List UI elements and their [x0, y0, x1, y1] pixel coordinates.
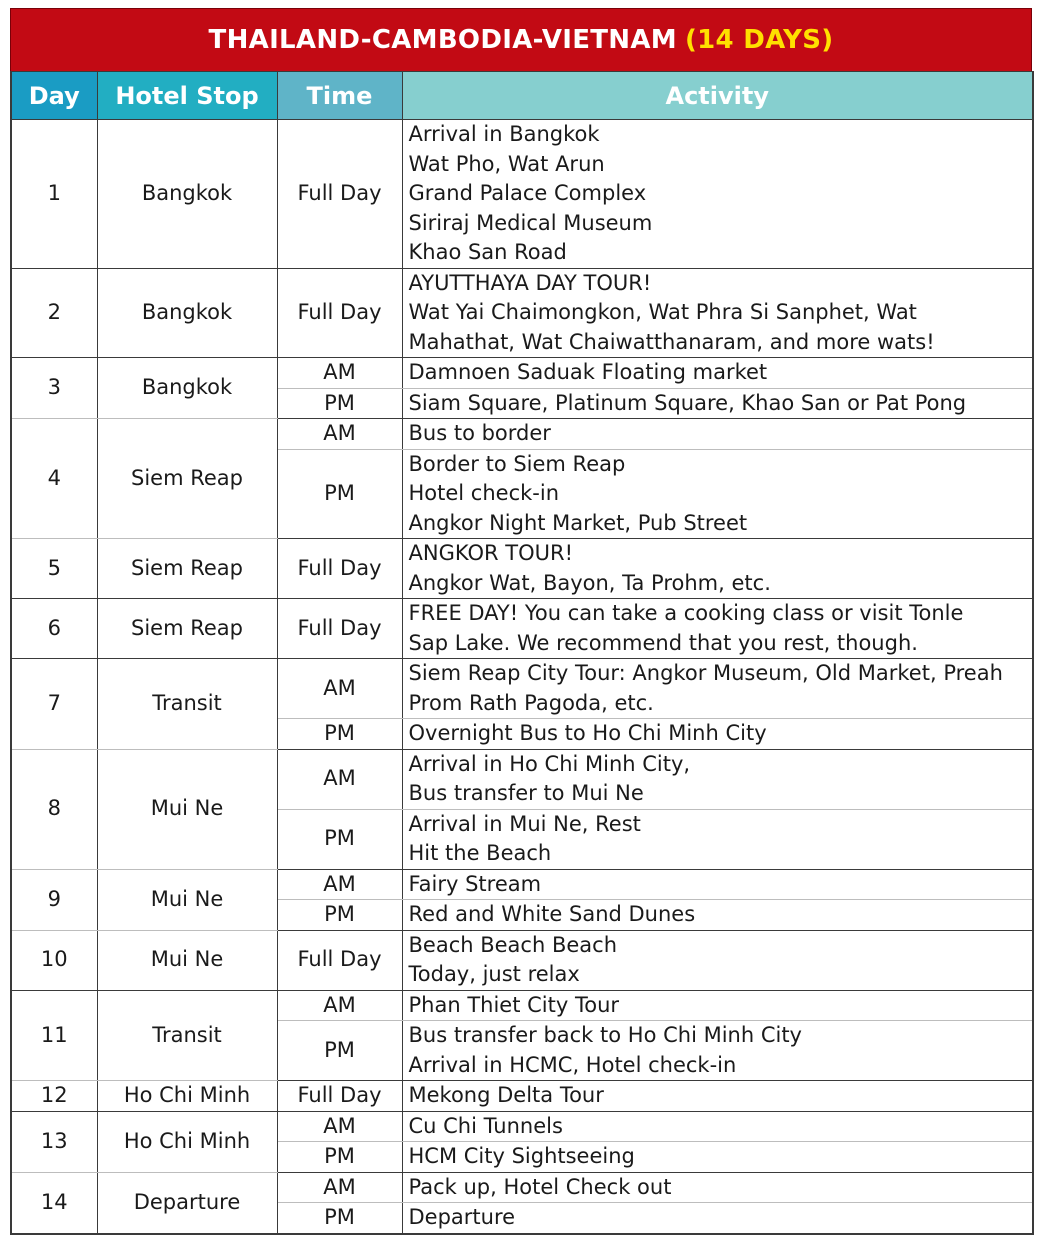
table-row [11, 358, 1033, 389]
activity-cell [402, 1142, 1033, 1173]
header-hotel-stop: Hotel Stop [97, 72, 277, 120]
table-row [11, 990, 1033, 1021]
time-cell: Full Day [277, 1081, 402, 1112]
time-cell: AM [277, 990, 402, 1021]
day-number-cell: 12 [11, 1081, 97, 1112]
table-row [11, 1111, 1033, 1142]
hotel-stop-cell: Transit [97, 659, 277, 750]
activity-cell [402, 388, 1033, 419]
activity-line: Siem Reap City Tour: Angkor Museum, Old Market, Preah [408, 661, 1003, 685]
activity-cell [402, 120, 1033, 269]
activity-cell [402, 1203, 1033, 1234]
hotel-stop-cell: Ho Chi Minh [97, 1111, 277, 1172]
hotel-stop-cell: Bangkok [97, 268, 277, 358]
time-cell: AM [277, 749, 402, 809]
time-cell: Full Day [277, 120, 402, 269]
activity-line: Red and White Sand Dunes [408, 902, 696, 926]
time-cell: AM [277, 358, 402, 389]
activity-line: Bus transfer back to Ho Chi Minh City [408, 1023, 802, 1047]
hotel-stop-cell: Mui Ne [97, 930, 277, 990]
activity-cell [402, 1111, 1033, 1142]
activity-line: Damnoen Saduak Floating market [408, 360, 768, 384]
activity-line: Hotel check-in [408, 481, 560, 505]
activity-line: Overnight Bus to Ho Chi Minh City [408, 721, 767, 745]
activity-line: Wat Yai Chaimongkon, Wat Phra Si Sanphet, Wat [408, 300, 917, 324]
table-row [11, 268, 1033, 358]
activity-line: Today, just relax [408, 962, 580, 986]
day-number-cell: 14 [11, 1172, 97, 1234]
time-cell: AM [277, 419, 402, 450]
time-cell: PM [277, 388, 402, 419]
activity-line: Sap Lake. We recommend that you rest, though. [408, 630, 918, 655]
activity-cell [402, 659, 1033, 719]
activity-line: FREE DAY! You can take a cooking class or visit Tonle [408, 601, 964, 625]
activity-line: Bus to border [408, 421, 551, 445]
itinerary-title-bar [10, 8, 1032, 72]
table-row [11, 419, 1033, 450]
activity-line: Arrival in Mui Ne, Rest [408, 811, 641, 836]
day-number-cell: 7 [11, 659, 97, 750]
time-cell: PM [277, 719, 402, 750]
activity-line: Arrival in Ho Chi Minh City, [408, 751, 691, 776]
activity-line: Departure [408, 1205, 516, 1229]
activity-cell [402, 268, 1033, 358]
day-number-cell: 11 [11, 990, 97, 1081]
time-cell: Full Day [277, 268, 402, 358]
hotel-stop-cell: Departure [97, 1172, 277, 1234]
activity-cell [402, 1172, 1033, 1203]
day-number-cell: 3 [11, 358, 97, 419]
hotel-stop-cell: Transit [97, 990, 277, 1081]
time-cell: PM [277, 1203, 402, 1234]
itinerary-duration: (14 DAYS) [684, 25, 834, 55]
activity-cell [402, 869, 1033, 900]
time-cell: AM [277, 659, 402, 719]
activity-line: Hit the Beach [408, 841, 552, 865]
header-row [11, 72, 1033, 120]
time-cell: AM [277, 1172, 402, 1203]
activity-cell [402, 449, 1033, 539]
day-number-cell: 4 [11, 419, 97, 539]
day-number-cell: 9 [11, 869, 97, 930]
activity-cell [402, 1081, 1033, 1112]
activity-line: ANGKOR TOUR! [408, 541, 574, 565]
table-row [11, 120, 1033, 269]
hotel-stop-cell: Siem Reap [97, 419, 277, 539]
activity-line: Prom Rath Pagoda, etc. [408, 690, 654, 715]
activity-line: Khao San Road [408, 240, 567, 264]
activity-line: Bus transfer to Mui Ne [408, 781, 644, 805]
table-row [11, 659, 1033, 719]
table-row [11, 599, 1033, 659]
itinerary-body [11, 120, 1033, 1234]
time-cell: AM [277, 869, 402, 900]
time-cell: AM [277, 1111, 402, 1142]
day-number-cell: 10 [11, 930, 97, 990]
activity-line: Phan Thiet City Tour [408, 992, 620, 1017]
activity-line: Siriraj Medical Museum [408, 210, 653, 235]
hotel-stop-cell: Ho Chi Minh [97, 1081, 277, 1112]
day-number-cell: 13 [11, 1111, 97, 1172]
activity-cell [402, 930, 1033, 990]
activity-cell [402, 990, 1033, 1021]
day-number-cell: 6 [11, 599, 97, 659]
table-row [11, 1081, 1033, 1112]
time-cell: PM [277, 1142, 402, 1173]
header-time: Time [277, 72, 402, 120]
activity-line: Grand Palace Complex [408, 181, 647, 205]
time-cell: Full Day [277, 599, 402, 659]
activity-line: AYUTTHAYA DAY TOUR! [408, 270, 652, 295]
time-cell: PM [277, 809, 402, 869]
activity-cell [402, 358, 1033, 389]
header-activity: Activity [402, 72, 1033, 120]
table-row [11, 749, 1033, 809]
activity-cell [402, 1021, 1033, 1081]
activity-cell [402, 719, 1033, 750]
hotel-stop-cell: Mui Ne [97, 749, 277, 869]
activity-line: Mahathat, Wat Chaiwatthanaram, and more wats! [408, 329, 935, 354]
table-row [11, 930, 1033, 990]
activity-line: Wat Pho, Wat Arun [408, 151, 605, 176]
activity-line: Mekong Delta Tour [408, 1083, 604, 1107]
hotel-stop-cell: Siem Reap [97, 539, 277, 599]
activity-cell [402, 900, 1033, 931]
activity-line: Angkor Night Market, Pub Street [408, 510, 748, 535]
activity-line: Arrival in HCMC, Hotel check-in [408, 1052, 737, 1077]
table-row [11, 539, 1033, 599]
day-number-cell: 1 [11, 120, 97, 269]
hotel-stop-cell: Mui Ne [97, 869, 277, 930]
hotel-stop-cell: Siem Reap [97, 599, 277, 659]
day-number-cell: 8 [11, 749, 97, 869]
activity-line: Cu Chi Tunnels [408, 1113, 563, 1138]
itinerary-table [10, 71, 1034, 1235]
day-number-cell: 2 [11, 268, 97, 358]
activity-cell [402, 749, 1033, 809]
hotel-stop-cell: Bangkok [97, 120, 277, 269]
itinerary-title: THAILAND-CAMBODIA-VIETNAM [208, 25, 677, 55]
time-cell: Full Day [277, 930, 402, 990]
activity-line: Beach Beach Beach [408, 932, 618, 957]
activity-cell [402, 809, 1033, 869]
activity-cell [402, 539, 1033, 599]
table-row [11, 869, 1033, 900]
activity-line: Pack up, Hotel Check out [408, 1174, 672, 1199]
time-cell: Full Day [277, 539, 402, 599]
time-cell: PM [277, 900, 402, 931]
table-row [11, 1172, 1033, 1203]
activity-line: HCM City Sightseeing [408, 1144, 635, 1168]
activity-line: Arrival in Bangkok [408, 122, 600, 146]
time-cell: PM [277, 449, 402, 539]
day-number-cell: 5 [11, 539, 97, 599]
time-cell: PM [277, 1021, 402, 1081]
activity-line: Angkor Wat, Bayon, Ta Prohm, etc. [408, 570, 771, 595]
activity-cell [402, 419, 1033, 450]
header-day: Day [11, 72, 97, 120]
hotel-stop-cell: Bangkok [97, 358, 277, 419]
activity-line: Siam Square, Platinum Square, Khao San or Pat Pong [408, 390, 967, 415]
activity-line: Fairy Stream [408, 871, 542, 896]
activity-cell [402, 599, 1033, 659]
activity-line: Border to Siem Reap [408, 451, 626, 476]
